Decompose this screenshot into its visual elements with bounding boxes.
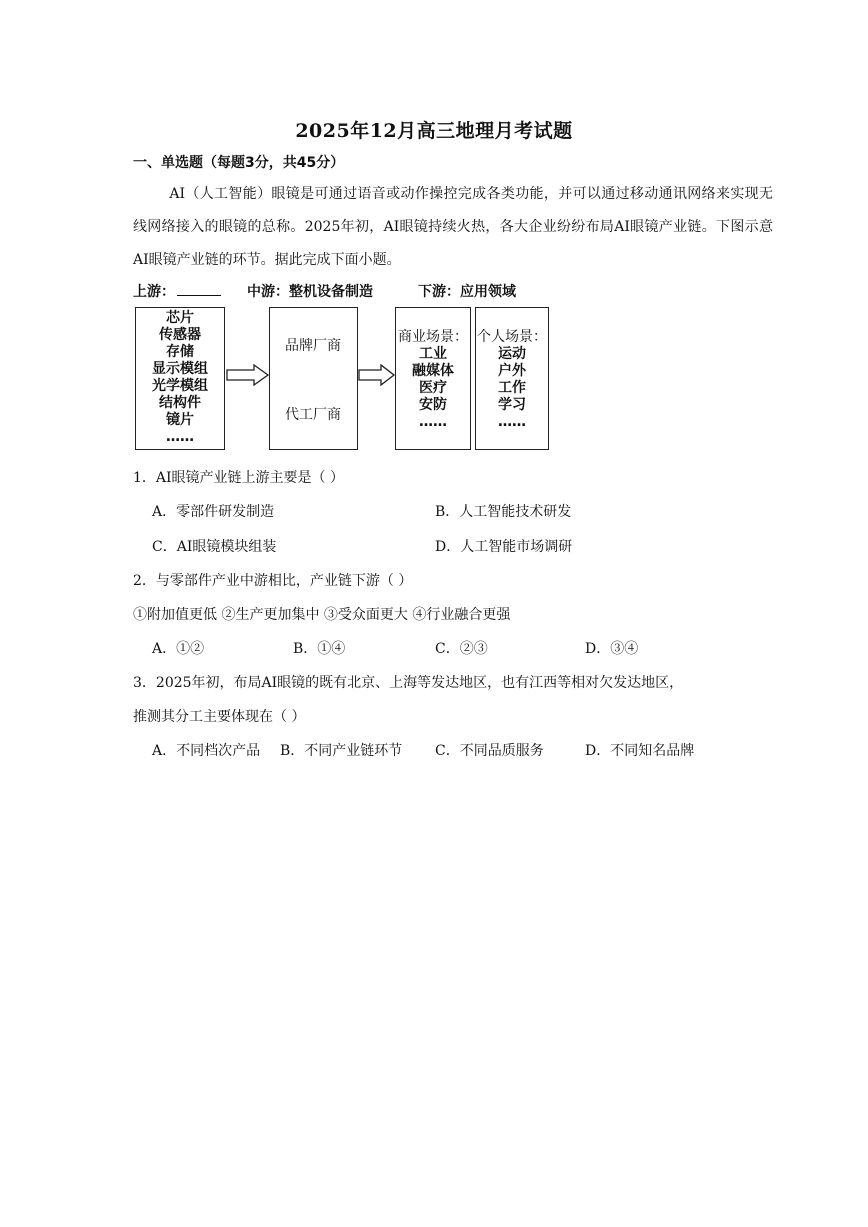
question-2-option-c: C．②③ — [435, 641, 488, 657]
upstream-item: 结构件 — [159, 395, 201, 411]
upstream-label — [133, 281, 221, 301]
commercial-scenario-title: 商业场景： — [398, 329, 468, 345]
commercial-item: 安防 — [419, 397, 447, 413]
commercial-item: 工业 — [419, 346, 447, 362]
midstream-box — [269, 307, 358, 450]
question-2-option-d: D．③④ — [585, 641, 639, 657]
personal-item: 工作 — [498, 380, 526, 396]
question-1-option-a: A．零部件研发制造 — [152, 504, 275, 520]
personal-item: …… — [498, 414, 526, 430]
brand-maker-label: 品牌厂商 — [285, 338, 341, 354]
question-3-option-c: C．不同品质服务 — [435, 743, 544, 759]
question-3-option-d: D．不同知名品牌 — [585, 743, 695, 759]
section-heading: 一、单选题（每题3分，共45分） — [133, 155, 345, 171]
question-2-option-b: B．①④ — [293, 641, 346, 657]
question-3-stem-line1: 3．2025年初，布局AI眼镜的既有北京、上海等发达地区，也有江西等相对欠发达地区， — [133, 675, 684, 691]
upstream-blank — [177, 282, 221, 296]
commercial-scenario-list — [395, 346, 471, 431]
question-3-option-b: B．不同产业链环节 — [280, 743, 403, 759]
personal-item: 学习 — [498, 397, 526, 413]
upstream-item: …… — [166, 429, 194, 445]
commercial-item: …… — [419, 414, 447, 430]
upstream-item: 光学模组 — [152, 378, 208, 394]
personal-item: 运动 — [498, 346, 526, 362]
upstream-item: 存储 — [166, 344, 194, 360]
upstream-item: 镜片 — [166, 412, 194, 428]
commercial-item: 融媒体 — [412, 363, 454, 379]
personal-scenario-title: 个人场景： — [477, 329, 547, 345]
question-1-stem: 1．AI眼镜产业链上游主要是（ ） — [133, 470, 344, 486]
arrow-right-icon — [358, 364, 396, 386]
question-2-statements: ①附加值更低 ②生产更加集中 ③受众面更大 ④行业融合更强 — [133, 607, 511, 623]
commercial-item: 医疗 — [419, 380, 447, 396]
upstream-item: 显示模组 — [152, 361, 208, 377]
page-title: 2025年12月高三地理月考试题 — [295, 120, 573, 142]
upstream-label-text: 上游： — [133, 284, 175, 300]
midstream-label: 中游：整机设备制造 — [247, 284, 373, 300]
oem-maker-label: 代工厂商 — [285, 407, 341, 423]
question-3-option-a: A．不同档次产品 — [152, 743, 261, 759]
question-2-stem: 2．与零部件产业中游相比，产业链下游（ ） — [133, 573, 413, 589]
upstream-list — [135, 310, 225, 446]
question-1-option-c: C．AI眼镜模块组装 — [152, 539, 277, 555]
question-1-option-b: B．人工智能技术研发 — [435, 504, 572, 520]
personal-item: 户外 — [498, 363, 526, 379]
upstream-item: 传感器 — [159, 327, 201, 343]
upstream-item: 芯片 — [166, 310, 194, 326]
intro-paragraph: AI（人工智能）眼镜是可通过语音或动作操控完成各类功能，并可以通过移动通讯网络来实现无线网络接入的眼镜的总称。2025年初，AI眼镜持续火热，各大企业纷纷布局AI眼镜产业链。下图示意AI眼镜产业链的环节。据此完成下面小题。 — [133, 186, 773, 268]
downstream-label: 下游：应用领域 — [418, 284, 516, 300]
arrow-right-icon — [226, 364, 270, 386]
question-1-option-d: D．人工智能市场调研 — [435, 539, 573, 555]
question-2-option-a: A．①② — [152, 641, 205, 657]
question-3-stem-line2: 推测其分工主要体现在（ ） — [133, 709, 306, 725]
personal-scenario-list — [475, 346, 549, 431]
